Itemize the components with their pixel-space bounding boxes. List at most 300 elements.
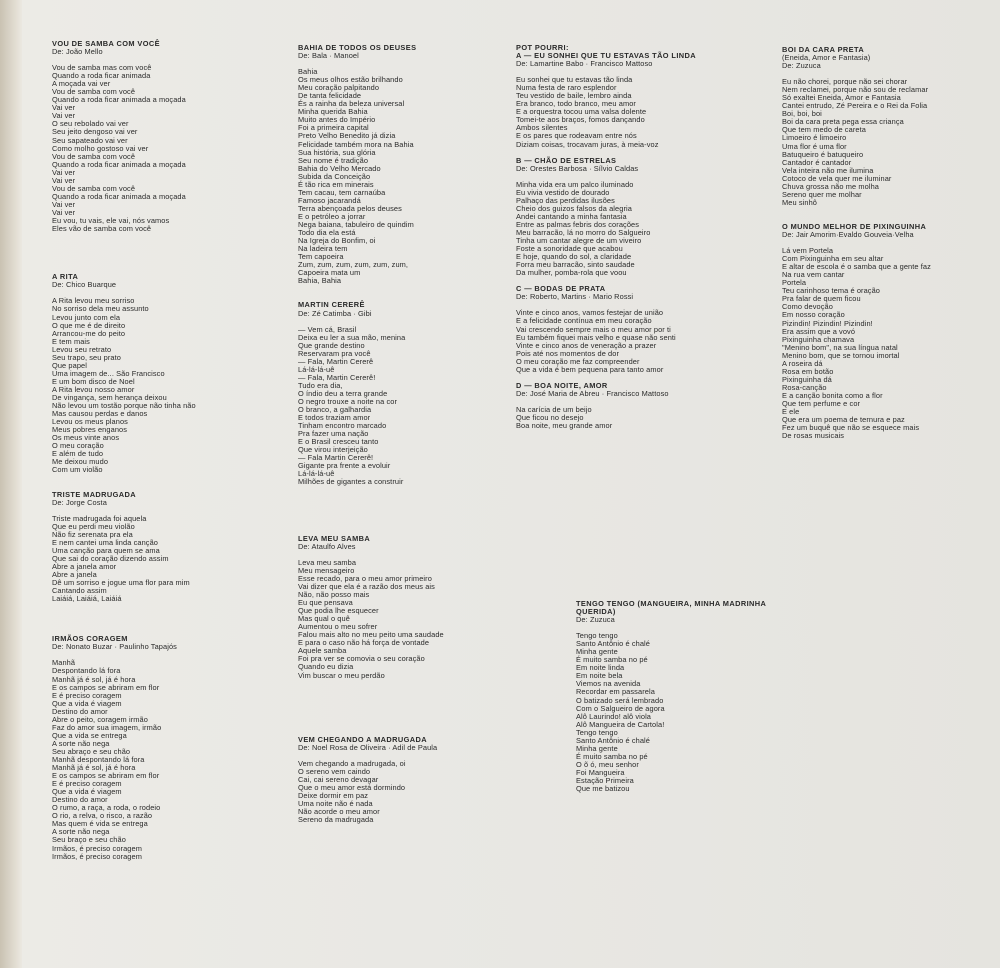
lyric-line: Foi Mangueira [576, 767, 625, 777]
lyric-line: É muito samba no pé [576, 751, 648, 761]
lyric-line: Eu vou, tu vais, ele vai, nós vamos [52, 215, 170, 225]
lyric-line: Era branco, todo branco, meu amor [516, 99, 636, 109]
song-credit: De: Ataulfo Alves [298, 541, 356, 551]
lyric-line: Deixe dormir em paz [298, 791, 369, 801]
lyric-line: Felicidade também mora na Bahia [298, 139, 414, 149]
lyric-line: E tem mais [52, 336, 90, 346]
lyric-line: Pixinguinha chamava [782, 334, 855, 344]
lyric-line: Teu carinhoso tema é oração [782, 286, 881, 296]
lyric-line: Lá vem Portela [782, 246, 834, 256]
song-title: TRISTE MADRUGADA [52, 489, 136, 499]
song-block [52, 491, 272, 612]
lyric-line: Batuqueiro é batuqueiro [782, 149, 864, 159]
lyric-line: Minha gente [576, 647, 618, 657]
lyric-line: E a canção bonita como a flor [782, 390, 883, 400]
lyric-line: Tomei-te aos braços, fomos dançando [516, 115, 645, 125]
song-credit: De: Jorge Costa [52, 497, 107, 507]
lyric-line: Bahia [298, 67, 318, 77]
lyric-line: É muito samba no pé [576, 655, 648, 665]
lyric-line: Deixa eu ler a sua mão, menina [298, 332, 406, 342]
lyric-line: Santo Antônio é chalé [576, 735, 651, 745]
lyric-line: Vai ver [52, 103, 76, 113]
lyric-line: A moçada vai ver [52, 79, 111, 89]
lyric-line: Viemos na avenida [576, 679, 641, 689]
spacer [52, 474, 272, 482]
lyric-line: Quando eu dizia [298, 662, 354, 672]
lyric-line: — Fala Martin Cererê! [298, 453, 374, 463]
song-block [516, 382, 766, 438]
lyric-line: Os meus olhos estão brilhando [298, 75, 403, 85]
spacer [298, 511, 508, 519]
spacer [52, 619, 272, 627]
spacer [298, 519, 508, 527]
lyric-line: Destino do amor [52, 795, 108, 805]
lyric-line: Boa noite, meu grande amor [516, 421, 613, 431]
song-credit: (Eneida, Amor e Fantasia) [782, 53, 871, 63]
lyric-line: E além de tudo [52, 449, 104, 459]
lyric-line: No sorriso dela meu assunto [52, 304, 149, 314]
lyric-line: Tengo tengo [576, 631, 618, 641]
lyric-line: Pra fazer uma nação [298, 429, 369, 439]
song-title: VEM CHEGANDO A MADRUGADA [298, 734, 427, 744]
lyric-line: Seu abraço e seu chão [52, 746, 131, 756]
lyric-line: Vou de samba com você [52, 87, 136, 97]
lyric-line: O que me é de direito [52, 320, 126, 330]
song-title: A — EU SONHEI QUE TU ESTAVAS TÃO LINDA [516, 51, 696, 61]
lyric-line: Nega baiana, tabuleiro de quindim [298, 219, 414, 229]
lyric-line: Cotoco de vela quer me iluminar [782, 173, 892, 183]
lyric-line: Uma flor é uma flor [782, 141, 847, 151]
lyric-line: Que grande destino [298, 340, 365, 350]
lyric-line: Esse recado, para o meu amor primeiro [298, 573, 432, 583]
song-credit: De: Zuzuca [576, 615, 615, 625]
lyric-line: Como molho gostoso vai ver [52, 143, 149, 153]
lyric-line: E para o caso não há força de vontade [298, 638, 430, 648]
lyric-line: Foi a primeira capital [298, 123, 369, 133]
lyric-line: De tanta felicidade [298, 91, 362, 101]
lyric-line: Que tem perfume e cor [782, 398, 861, 408]
lyric-line: Quando a roda ficar animada a moçada [52, 95, 186, 105]
lyric-line: Pixinguinha dá [782, 374, 832, 384]
lyric-line: Vai ver [52, 207, 76, 217]
lyric-line: E a orquestra tocou uma valsa dolente [516, 107, 647, 117]
song-credit: De: Zé Catimba · Gibi [298, 308, 372, 318]
lyric-line: De vingança, sem herança deixou [52, 392, 167, 402]
lyrics-column-1 [52, 40, 272, 869]
song-credit: De: Zuzuca [782, 61, 821, 71]
lyric-line: Vinte e cinco anos de veneração a prazer [516, 340, 657, 350]
lyric-line: Como devoção [782, 302, 833, 312]
song-title: BAHIA DE TODOS OS DEUSES [298, 43, 417, 52]
lyric-line: Nem reclamei, porque não sou de reclamar [782, 85, 929, 95]
spacer [576, 793, 786, 801]
lyric-line: Só exaltei Eneida, Amor e Fantasia [782, 93, 901, 103]
lyric-line: Vem chegando a madrugada, oi [298, 758, 406, 768]
lyric-line: Manhã já é sol, já é hora [52, 674, 136, 684]
spacer [298, 704, 508, 712]
lyric-line: Muito antes do Império [298, 115, 376, 125]
lyric-line: Recordar em passarela [576, 687, 655, 697]
lyric-line: Uma imagem de... São Francisco [52, 368, 165, 378]
lyric-line: O branco, a galhardia [298, 405, 372, 415]
lyric-line: Mas qual o quê [298, 614, 350, 624]
song-credit: De: Nonato Buzar · Paulinho Tapajós [52, 642, 177, 652]
spacer [298, 486, 508, 494]
lyric-line: Tudo era dia, [298, 380, 343, 390]
lyric-line: Sereno da madrugada [298, 815, 374, 825]
spacer [298, 720, 508, 728]
song-credit: De: João Mello [52, 47, 103, 57]
lyric-line: Irmãos, é preciso coragem [52, 851, 142, 861]
spacer [298, 696, 508, 704]
lyric-line: Abre a janela [52, 569, 97, 579]
lyric-line: Não acorde o meu amor [298, 807, 380, 817]
lyric-line: A Rita levou nosso amor [52, 384, 135, 394]
lyric-line: Era assim que a vovó [782, 326, 856, 336]
spacer [298, 824, 508, 832]
lyric-line: Capoeira mata um [298, 268, 361, 278]
lyric-line: Dê um sorriso e jogue uma flor para mim [52, 578, 190, 587]
lyric-line: Lá-lá-lá-uê [298, 364, 335, 374]
lyric-line: Irmãos, é preciso coragem [52, 843, 142, 853]
lyric-line: Que era um poema de ternura e paz [782, 415, 905, 425]
song-title: TENGO TENGO (MANGUEIRA, MINHA MADRINHA QUERIDA) [576, 599, 766, 617]
lyric-line: Que o meu amor está dormindo [298, 783, 406, 793]
lyric-line: Chuva grossa não me molha [782, 181, 879, 191]
lyric-line: Preto Velho Benedito já dizia [298, 131, 396, 141]
spacer [782, 207, 992, 215]
song-block [52, 273, 272, 482]
spacer [298, 285, 508, 293]
lyric-line: "Menino bom", na sua língua natal [782, 342, 898, 352]
song-credit: De: Jair Amorim·Evaldo Gouveia·Velha [782, 230, 914, 240]
lyric-line: Vai ver [52, 167, 76, 177]
lyric-line: Cantei entrudo, Zé Pereira e o Rei da Folia [782, 101, 928, 111]
lyric-line: Destino do amor [52, 706, 108, 716]
lyric-line: A roseira dá [782, 358, 823, 368]
lyric-line: Que virou interjeição [298, 445, 368, 455]
spacer [52, 241, 272, 249]
lyric-line: Minha gente [576, 743, 618, 753]
lyric-line: O rio, a relva, o risco, a razão [52, 811, 153, 821]
spacer [298, 688, 508, 696]
song-credit: De: Chico Buarque [52, 280, 117, 290]
lyric-line: Que a vida se entrega [52, 730, 127, 740]
lyric-line: Em noite bela [576, 671, 623, 681]
lyric-line: E hoje, quando do sol, a claridade [516, 252, 632, 262]
lyric-line: Que eu perdi meu violão [52, 521, 135, 531]
lyric-line: És a rainha da beleza universal [298, 99, 405, 109]
spacer [298, 680, 508, 688]
lyric-line: O õ ó, meu senhor [576, 759, 639, 769]
lyric-line: Com Pixinguinha em seu altar [782, 254, 884, 264]
lyric-line: Em nosso coração [782, 310, 845, 320]
lyric-line: Subida da Conceição [298, 171, 371, 181]
album-spine-edge [0, 0, 22, 968]
lyric-line: Seu sapateado vai ver [52, 135, 128, 145]
lyric-line: Quando a roda ficar animada a moçada [52, 159, 186, 169]
lyric-line: Todo dia ela está [298, 228, 356, 238]
lyric-line: Meus pobres enganos [52, 425, 128, 435]
lyric-line: Santo Antônio é chalé [576, 639, 651, 649]
lyric-line: Famoso jacarandá [298, 195, 361, 205]
lyric-line: E todos traziam amor [298, 413, 371, 423]
lyric-line: Lá-lá-lá-uê [298, 469, 335, 479]
lyric-line: Que sai do coração dizendo assim [52, 553, 169, 563]
lyric-line: Milhões de gigantes a construir [298, 477, 404, 487]
song-block [576, 600, 786, 801]
spacer [52, 603, 272, 611]
song-block [298, 535, 508, 688]
lyric-line: Uma noite não é nada [298, 799, 373, 809]
lyric-line: Meu sinhô [782, 197, 817, 207]
lyric-line: Tem cacau, tem carnaúba [298, 187, 386, 197]
lyric-line: Meu coração palpitando [298, 83, 380, 93]
lyric-line: Na carícia de um beijo [516, 404, 592, 414]
lyric-line: Aquele samba [298, 646, 347, 656]
lyrics-column-2 [298, 44, 508, 832]
spacer [52, 265, 272, 273]
lyric-line: De rosas musicais [782, 431, 845, 441]
song-title: A RITA [52, 272, 79, 282]
lyric-line: Seu jeito dengoso vai ver [52, 127, 138, 137]
lyric-line: O batizado será lembrado [576, 695, 664, 705]
lyric-line: Andei cantando a minha fantasia [516, 211, 627, 221]
lyric-line: Minha vida era um palco iluminado [516, 179, 634, 189]
lyric-line: Falou mais alto no meu peito uma saudade [298, 630, 444, 640]
lyric-line: Bahia, Bahia [298, 276, 342, 286]
lyric-line: Sua história, sua glória [298, 147, 376, 157]
lyric-line: Manhã [52, 658, 76, 668]
lyric-line: Da mulher, pomba-rola que voou [516, 268, 627, 278]
lyric-line: O índio deu a terra grande [298, 388, 388, 398]
lyric-line: Faz do amor sua imagem, irmão [52, 722, 162, 732]
lyric-line: Forra meu barracão, sinto saudade [516, 260, 635, 270]
lyric-line: Cai, cai sereno devagar [298, 775, 379, 785]
spacer [52, 861, 272, 869]
lyric-line: Pois até nos momentos de dor [516, 348, 620, 358]
lyric-line: Entre as palmas febris dos corações [516, 219, 640, 229]
lyric-line: — Fala, Martin Cererê [298, 356, 374, 366]
song-credit: De: Bala · Manoel [298, 51, 359, 61]
lyric-line: Não levou um tostão porque não tinha não [52, 401, 196, 411]
lyric-line: Os meus vinte anos [52, 433, 120, 443]
song-title: POT POURRI: [516, 43, 569, 52]
song-block [782, 223, 992, 448]
lyric-line: Bahia do Velho Mercado [298, 163, 381, 173]
lyric-line: Seu nome é tradição [298, 155, 369, 165]
lyric-line: Em noite linda [576, 663, 625, 673]
lyric-line: Com um violão [52, 465, 103, 475]
song-credit: De: Noel Rosa de Oliveira · Adil de Paula [298, 742, 438, 752]
lyric-line: Alô Mangueira de Cartola! [576, 719, 665, 729]
lyric-line: A sorte não nega [52, 827, 110, 837]
lyric-line: Vinte e cinco anos, vamos festejar de união [516, 308, 664, 318]
song-title: BOI DA CARA PRETA [782, 45, 865, 54]
lyric-line: Eles vão de samba com você [52, 224, 152, 234]
lyric-line: Que papel [52, 360, 88, 370]
lyric-line: Que tem medo de careta [782, 125, 866, 135]
lyric-line: E ele [782, 407, 800, 417]
lyric-line: Arrancou-me do peito [52, 328, 126, 338]
lyric-line: Numa festa de raro esplendor [516, 83, 617, 93]
lyric-line: Tem capoeira [298, 252, 344, 262]
lyric-line: Despontando lá fora [52, 666, 121, 676]
song-credit: De: Roberto, Martins · Mario Rossi [516, 292, 634, 302]
lyric-line: Vai ver [52, 199, 76, 209]
lyric-line: A Rita levou meu sorriso [52, 296, 135, 306]
lyric-line: Estação Primeira [576, 775, 634, 785]
song-title: IRMÃOS CORAGEM [52, 634, 128, 644]
lyric-line: Laiáiá, Laiáiá, Laiáiá [52, 594, 122, 604]
lyric-line: O rumo, a raça, a roda, o rodeio [52, 803, 161, 813]
lyric-line: Boi da cara preta pega essa criança [782, 117, 904, 127]
lyric-line: Leva meu samba [298, 557, 357, 567]
spacer [52, 611, 272, 619]
spacer [52, 249, 272, 257]
lyric-line: O seu rebolado vai ver [52, 119, 129, 129]
lyric-line: Meu barracão, lá no morro do Salgueiro [516, 227, 651, 237]
lyric-line: Minha querida Bahia [298, 107, 368, 117]
lyric-line: Seu trapo, seu prato [52, 352, 121, 362]
lyric-line: Triste madrugada foi aquela [52, 513, 147, 523]
song-block [782, 46, 992, 215]
lyric-line: Eu sonhei que tu estavas tão linda [516, 75, 633, 85]
lyric-line: Alô Laurindo! alô viola [576, 711, 652, 721]
lyric-line: Que a vida é viagem [52, 787, 122, 797]
lyric-line: Vou de samba com você [52, 183, 136, 193]
lyric-line: A sorte não nega [52, 738, 110, 748]
lyric-line: Ambos silentes [516, 123, 568, 133]
lyric-line: Cantador é cantador [782, 157, 852, 167]
song-block [516, 285, 766, 382]
lyric-line: Limoeiro é limoeiro [782, 133, 847, 143]
lyric-line: Mas quem é vida se entrega [52, 819, 148, 829]
lyric-line: Vou de samba mas com você [52, 63, 152, 73]
lyric-line: Gigante pra frente a evoluir [298, 461, 391, 471]
song-credit: De: José Maria de Abreu · Francisco Mattoso [516, 388, 669, 398]
lyric-line: É tão rica em minerais [298, 179, 374, 189]
lyric-line: Foi pra ver se comovia o seu coração [298, 654, 425, 664]
lyric-line: Boi, boi, boi [782, 109, 822, 119]
lyrics-column-4 [782, 46, 992, 448]
lyric-line: Manhã já é sol, já é hora [52, 763, 136, 773]
lyric-line: Na Igreja do Bonfim, oi [298, 236, 376, 246]
lyric-line: O meu coração [52, 441, 104, 451]
lyric-line: Vai dizer que ela é a razão dos meus ais [298, 582, 435, 591]
spacer [298, 495, 508, 503]
lyric-line: Tengo tengo [576, 727, 618, 737]
lyric-line: E os pares que rodeavam entre nós [516, 131, 637, 141]
lyric-line: Que podia lhe esquecer [298, 606, 379, 616]
lyric-line: Vai crescendo sempre mais o meu amor por ti [516, 324, 671, 334]
lyric-line: E a felicidade contínua em meu coração [516, 316, 652, 326]
song-block [298, 301, 508, 494]
lyric-line: Quando a roda ficar animada [52, 71, 151, 81]
lyric-line: E nem cantei uma linda canção [52, 537, 159, 547]
lyric-line: Manhã despontando lá fora [52, 754, 145, 764]
lyric-line: Levou seu retrato [52, 344, 112, 354]
song-credit: De: Lamartine Babo · Francisco Mattoso [516, 59, 653, 69]
lyric-line: Zum, zum, zum, zum, zum, zum, [298, 260, 409, 270]
song-title: C — BODAS DE PRATA [516, 284, 606, 294]
lyric-line: Foste a sonoridade que acabou [516, 244, 623, 254]
lyric-line: Que a vida é viagem [52, 698, 122, 708]
lyric-line: Mas causou perdas e danos [52, 409, 148, 419]
lyric-line: Cheio dos guizos falsos da alegria [516, 203, 632, 213]
song-title: LEVA MEU SAMBA [298, 533, 371, 543]
lyric-line: Eu também fiquei mais velho e quase não senti [516, 332, 676, 342]
lyric-line: Na rua vem cantar [782, 270, 845, 280]
spacer [516, 430, 766, 438]
lyric-line: E os campos se abriram em flor [52, 771, 160, 781]
lyric-line: Eu vivia vestido de dourado [516, 187, 610, 197]
lyric-line: Pra falar de quem ficou [782, 294, 861, 304]
lyric-line: Eu não chorei, porque não sei chorar [782, 77, 908, 87]
song-block [516, 52, 766, 157]
lyric-line: E é preciso coragem [52, 779, 122, 789]
spacer [782, 440, 992, 448]
lyric-line: Não, não posso mais [298, 590, 370, 600]
lyric-line: Portela [782, 278, 807, 288]
lyric-line: Que me batizou [576, 784, 630, 794]
song-block [298, 736, 508, 833]
lyric-line: Quando a roda ficar animada a moçada [52, 191, 186, 201]
lyric-line: Teu vestido de baile, lembro ainda [516, 91, 632, 101]
lyric-line: O meu coração me faz compreender [516, 356, 640, 366]
song-block [52, 40, 272, 241]
lyric-line: Rosa-canção [782, 382, 827, 392]
lyric-line: E o petróleo a jorrar [298, 211, 366, 221]
lyric-line: Diziam coisas, trocavam juras, à meia-voz [516, 139, 659, 149]
lyric-line: E os campos se abriram em flor [52, 682, 160, 692]
song-title: B — CHÃO DE ESTRELAS [516, 155, 617, 165]
lyric-line: Abre o peito, coragem irmão [52, 714, 148, 724]
song-title: MARTIN CERERÊ [298, 300, 365, 310]
lyric-line: Vim buscar o meu perdão [298, 670, 385, 680]
lyric-line: Menino bom, que se tornou imortal [782, 350, 900, 360]
lyrics-column-5 [576, 600, 786, 801]
lyric-line: Terra abençoada pelos deuses [298, 203, 402, 213]
lyric-line: Vai ver [52, 175, 76, 185]
lyric-line: — Fala, Martin Cererê! [298, 372, 376, 382]
lyric-line: Vela inteira não me ilumina [782, 165, 874, 175]
lyric-line: Sereno quer me molhar [782, 189, 862, 199]
song-block [52, 635, 272, 868]
lyric-line: E um bom disco de Noel [52, 376, 135, 386]
lyric-line: O negro trouxe a noite na cor [298, 396, 398, 406]
lyric-line: Meu mensageiro [298, 565, 355, 575]
song-title: VOU DE SAMBA COM VOCÊ [52, 39, 160, 48]
lyric-line: Abre a janela amor [52, 561, 117, 571]
lyric-line: Seu braço e seu chão [52, 835, 126, 845]
lyric-line: Reservaram pra você [298, 348, 371, 358]
lyric-line: Aumentou o meu sofrer [298, 622, 378, 632]
lyric-line: Com o Salgueiro de agora [576, 703, 665, 713]
song-block [298, 44, 508, 293]
song-credit: De: Orestes Barbosa · Sílvio Caldas [516, 163, 639, 173]
lyric-line: — Vem cá, Brasil [298, 324, 357, 334]
spacer [52, 257, 272, 265]
lyric-line: E é preciso coragem [52, 690, 122, 700]
lyric-line: Levou os meus planos [52, 417, 128, 427]
song-block [516, 157, 766, 286]
lyric-line: Que ficou no desejo [516, 412, 584, 422]
lyric-line: Cantando assim [52, 586, 107, 596]
lyric-line: Na ladeira tem [298, 244, 348, 254]
lyric-line: Fez um buquê que não se esquece mais [782, 423, 920, 433]
lyric-line: Pizindin! Pizindin! Pizindin! [782, 318, 873, 328]
